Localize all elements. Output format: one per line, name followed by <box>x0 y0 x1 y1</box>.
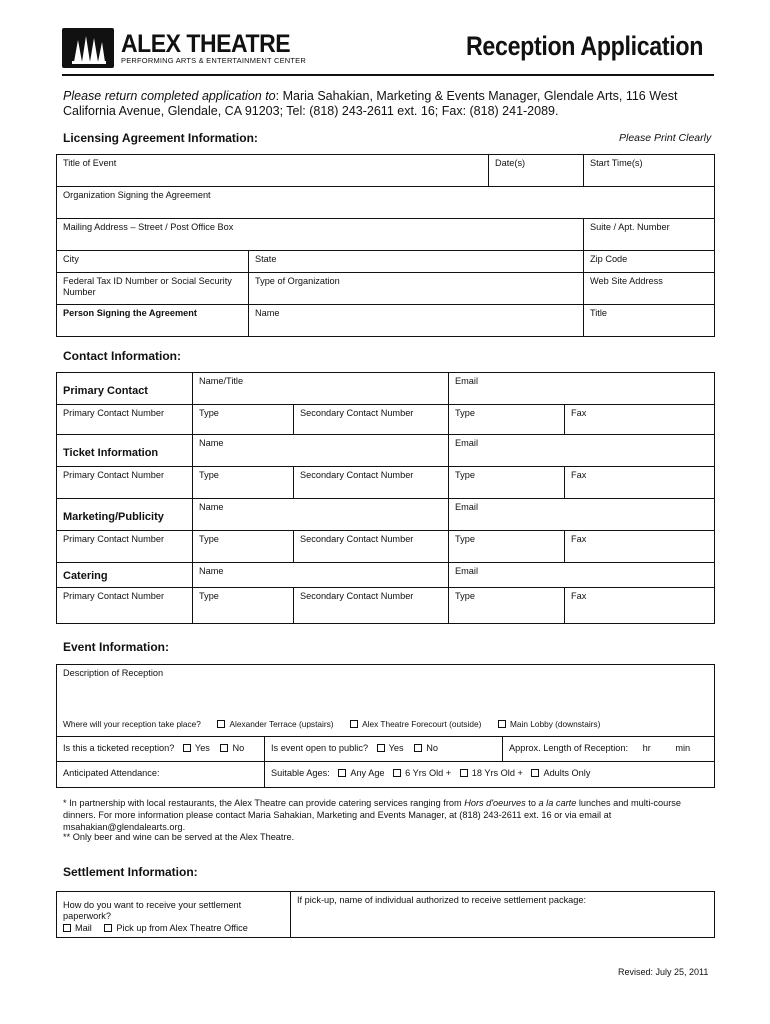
licensing-table <box>56 154 715 337</box>
marketing-name-field[interactable] <box>193 499 449 531</box>
length-field[interactable] <box>503 737 715 762</box>
open-no[interactable] <box>414 743 438 753</box>
title-of-event-field[interactable] <box>57 155 489 187</box>
ticket-number-field[interactable] <box>57 467 193 499</box>
event-heading: Event Information: <box>63 640 170 654</box>
catering-note-italic-2: a la carte <box>538 798 577 808</box>
zip-field[interactable] <box>584 251 715 273</box>
primary-number-label: Primary Contact Number <box>63 534 165 544</box>
ages-field <box>265 762 715 788</box>
checkbox-icon[interactable] <box>183 744 191 752</box>
location-terrace-label: Alexander Terrace (upstairs) <box>229 718 334 729</box>
start-times-field[interactable] <box>584 155 715 187</box>
marketing-group <box>57 499 193 531</box>
open-public-question: Is event open to public? <box>271 743 369 753</box>
location-option-lobby[interactable] <box>498 719 600 729</box>
pickup-label: Pick up from Alex Theatre Office <box>116 923 248 933</box>
no-label: No <box>426 743 438 753</box>
ticketed-field <box>57 737 265 762</box>
suite-label: Suite / Apt. Number <box>590 222 670 232</box>
checkbox-icon[interactable] <box>377 744 385 752</box>
location-option-terrace[interactable] <box>217 719 333 729</box>
name-label: Name <box>199 502 224 512</box>
ticket-info-group <box>57 435 193 467</box>
age-adults[interactable] <box>531 768 590 778</box>
mailing-address-field[interactable] <box>57 219 584 251</box>
return-instructions-body: : Maria Sahakian, Marketing & Events Manager, Glendale Arts, 116 West California Avenue, Glendale, CA 91203; Tel: (818) 243-2611 ext. 16; Fax: (818) 241-2089. <box>63 89 678 118</box>
marketing-email-field[interactable] <box>449 499 715 531</box>
age-any[interactable] <box>338 768 384 778</box>
organization-field[interactable] <box>57 187 715 219</box>
email-label: Email <box>455 566 478 576</box>
catering-group <box>57 563 193 588</box>
catering-type2-field[interactable] <box>449 588 565 624</box>
email-label: Email <box>455 502 478 512</box>
primary-type-field[interactable] <box>193 405 294 435</box>
type-label: Type <box>199 408 219 418</box>
ticket-name-field[interactable] <box>193 435 449 467</box>
type-label: Type <box>455 408 475 418</box>
signer-name-field[interactable] <box>249 305 584 337</box>
open-public-field <box>265 737 503 762</box>
ticket-type-field[interactable] <box>193 467 294 499</box>
start-times-label: Start Time(s) <box>590 158 643 168</box>
hr-label: hr <box>642 743 651 753</box>
checkbox-icon[interactable] <box>104 924 112 932</box>
type-label: Type <box>455 591 475 601</box>
ticket-type2-field[interactable] <box>449 467 565 499</box>
mail-label: Mail <box>75 923 92 933</box>
fax-label: Fax <box>571 534 587 544</box>
catering-note-a: * In partnership with local restaurants, the Alex Theatre can provide catering services ranging from <box>63 798 465 808</box>
marketing-title: Marketing/Publicity <box>63 511 164 523</box>
catering-name-field[interactable] <box>193 563 449 588</box>
yes-label: Yes <box>388 743 404 753</box>
catering-note-c: lunches and multi-course dinners. For more information please contact Maria Sahakian, Marketing and Events Manager, at (818) 243-2611 ext. 16 or via email at msahakian@glendalearts.org. <box>63 798 681 832</box>
org-type-label: Type of Organization <box>255 276 340 286</box>
zip-label: Zip Code <box>590 254 628 264</box>
open-yes[interactable] <box>377 743 404 753</box>
organization-label: Organization Signing the Agreement <box>63 190 211 200</box>
catering-secondary-number-field[interactable] <box>294 588 449 624</box>
theatre-logo-mark <box>62 28 114 68</box>
primary-name-title-field[interactable] <box>193 373 449 405</box>
ages-label: Suitable Ages: <box>271 768 330 778</box>
description-field[interactable] <box>57 665 715 713</box>
age-6[interactable] <box>393 768 451 778</box>
catering-email-field[interactable] <box>449 563 715 588</box>
checkbox-icon[interactable] <box>414 744 422 752</box>
checkbox-icon[interactable] <box>531 769 539 777</box>
catering-note-italic-1: Hors d'oeurves <box>464 798 526 808</box>
signer-name-label: Name <box>255 308 280 318</box>
ticket-secondary-number-field[interactable] <box>294 467 449 499</box>
return-instructions <box>63 89 715 119</box>
age-18-label: 18 Yrs Old + <box>471 768 523 778</box>
secondary-number-label: Secondary Contact Number <box>300 591 414 601</box>
age-any-label: Any Age <box>350 768 385 778</box>
mailing-address-label: Mailing Address – Street / Post Office Box <box>63 222 234 232</box>
ticketed-no[interactable] <box>220 743 244 753</box>
location-lobby-label: Main Lobby (downstairs) <box>509 718 601 729</box>
settlement-table <box>56 891 715 938</box>
print-clearly-note: Please Print Clearly <box>619 132 712 144</box>
checkbox-icon[interactable] <box>350 720 358 728</box>
primary-contact-title: Primary Contact <box>63 385 148 397</box>
fax-label: Fax <box>571 470 587 480</box>
suite-field[interactable] <box>584 219 715 251</box>
catering-title: Catering <box>63 570 108 582</box>
location-forecourt-label: Alex Theatre Forecourt (outside) <box>362 718 482 729</box>
ticket-email-field[interactable] <box>449 435 715 467</box>
length-label: Approx. Length of Reception: <box>509 743 629 753</box>
location-question: Where will your reception take place? <box>63 718 201 729</box>
checkbox-icon[interactable] <box>338 769 346 777</box>
marketing-type-field[interactable] <box>193 531 294 563</box>
checkbox-icon[interactable] <box>63 924 71 932</box>
city-label: City <box>63 254 79 264</box>
name-label: Name <box>199 566 224 576</box>
ticket-fax-field[interactable] <box>565 467 715 499</box>
settlement-pickup[interactable] <box>104 923 247 933</box>
yes-label: Yes <box>194 743 210 753</box>
description-label: Description of Reception <box>63 668 164 678</box>
primary-fax-field[interactable] <box>565 405 715 435</box>
primary-secondary-number-field[interactable] <box>294 405 449 435</box>
org-type-field[interactable] <box>249 273 584 305</box>
licensing-heading: Licensing Agreement Information: <box>63 131 258 145</box>
no-label: No <box>232 743 245 753</box>
type-label: Type <box>199 534 219 544</box>
name-label: Name <box>199 438 224 448</box>
min-label: min <box>675 743 691 753</box>
checkbox-icon[interactable] <box>220 744 228 752</box>
primary-email-field[interactable] <box>449 373 715 405</box>
age-adults-label: Adults Only <box>543 768 591 778</box>
city-field[interactable] <box>57 251 249 273</box>
primary-contact-group <box>57 373 193 405</box>
person-signing-label: Person Signing the Agreement <box>63 308 197 318</box>
name-title-label: Name/Title <box>199 376 244 386</box>
state-label: State <box>255 254 277 264</box>
alcohol-note: ** Only beer and wine can be served at the Alex Theatre. <box>63 832 295 842</box>
primary-number-label: Primary Contact Number <box>63 591 165 601</box>
checkbox-icon[interactable] <box>393 769 401 777</box>
marketing-type2-field[interactable] <box>449 531 565 563</box>
location-row <box>57 713 715 737</box>
type-label: Type <box>455 534 475 544</box>
type-label: Type <box>199 470 219 480</box>
website-label: Web Site Address <box>590 276 663 286</box>
marketing-number-field[interactable] <box>57 531 193 563</box>
primary-number-label: Primary Contact Number <box>63 408 165 418</box>
catering-fax-field[interactable] <box>565 588 715 624</box>
marketing-fax-field[interactable] <box>565 531 715 563</box>
location-option-forecourt[interactable] <box>350 719 481 729</box>
header-rule <box>62 74 714 76</box>
fax-label: Fax <box>571 408 587 418</box>
age-6-label: 6 Yrs Old + <box>405 768 452 778</box>
org-name: ALEX THEATRE <box>121 30 291 58</box>
tax-id-field[interactable] <box>57 273 249 305</box>
primary-type2-field[interactable] <box>449 405 565 435</box>
attendance-label: Anticipated Attendance: <box>63 768 160 778</box>
contact-heading: Contact Information: <box>63 349 181 363</box>
primary-number-field[interactable] <box>57 405 193 435</box>
fax-label: Fax <box>571 591 587 601</box>
signer-title-field[interactable] <box>584 305 715 337</box>
catering-type-field[interactable] <box>193 588 294 624</box>
catering-number-field[interactable] <box>57 588 193 624</box>
event-table <box>56 664 715 788</box>
settlement-method-field <box>57 892 291 938</box>
authorized-name-field[interactable] <box>291 892 715 938</box>
website-field[interactable] <box>584 273 715 305</box>
person-signing-cell <box>57 305 249 337</box>
revision-date: Revised: July 25, 2011 <box>618 967 709 977</box>
marketing-secondary-number-field[interactable] <box>294 531 449 563</box>
primary-number-label: Primary Contact Number <box>63 470 165 480</box>
state-field[interactable] <box>249 251 584 273</box>
return-instructions-lead: Please return completed application to <box>63 89 276 103</box>
email-label: Email <box>455 438 478 448</box>
email-label: Email <box>455 376 478 386</box>
document-title: Reception Application <box>466 31 704 61</box>
tax-id-label: Federal Tax ID Number or Social Security Number <box>63 276 232 297</box>
checkbox-icon[interactable] <box>460 769 468 777</box>
org-tagline: PERFORMING ARTS & ENTERTAINMENT CENTER <box>121 56 306 65</box>
catering-note <box>63 797 713 833</box>
type-label: Type <box>199 591 219 601</box>
dates-label: Date(s) <box>495 158 526 168</box>
checkbox-icon[interactable] <box>498 720 506 728</box>
type-label: Type <box>455 470 475 480</box>
dates-field[interactable] <box>489 155 584 187</box>
ticketed-yes[interactable] <box>183 743 210 753</box>
secondary-number-label: Secondary Contact Number <box>300 408 414 418</box>
secondary-number-label: Secondary Contact Number <box>300 534 414 544</box>
signer-title-label: Title <box>590 308 608 318</box>
checkbox-icon[interactable] <box>217 720 225 728</box>
catering-note-b: to <box>525 798 539 808</box>
title-of-event-label: Title of Event <box>63 158 117 168</box>
settlement-heading: Settlement Information: <box>63 865 198 879</box>
settlement-question: How do you want to receive your settlement paperwork? <box>63 900 242 921</box>
age-18[interactable] <box>460 768 523 778</box>
authorized-label: If pick-up, name of individual authorized to receive settlement package: <box>297 895 587 905</box>
secondary-number-label: Secondary Contact Number <box>300 470 414 480</box>
ticketed-question: Is this a ticketed reception? <box>63 743 175 753</box>
attendance-field[interactable] <box>57 762 265 788</box>
ticket-info-title: Ticket Information <box>63 447 159 459</box>
theatre-logo-icon <box>62 28 114 68</box>
contact-table <box>56 372 715 624</box>
settlement-mail[interactable] <box>63 923 92 934</box>
